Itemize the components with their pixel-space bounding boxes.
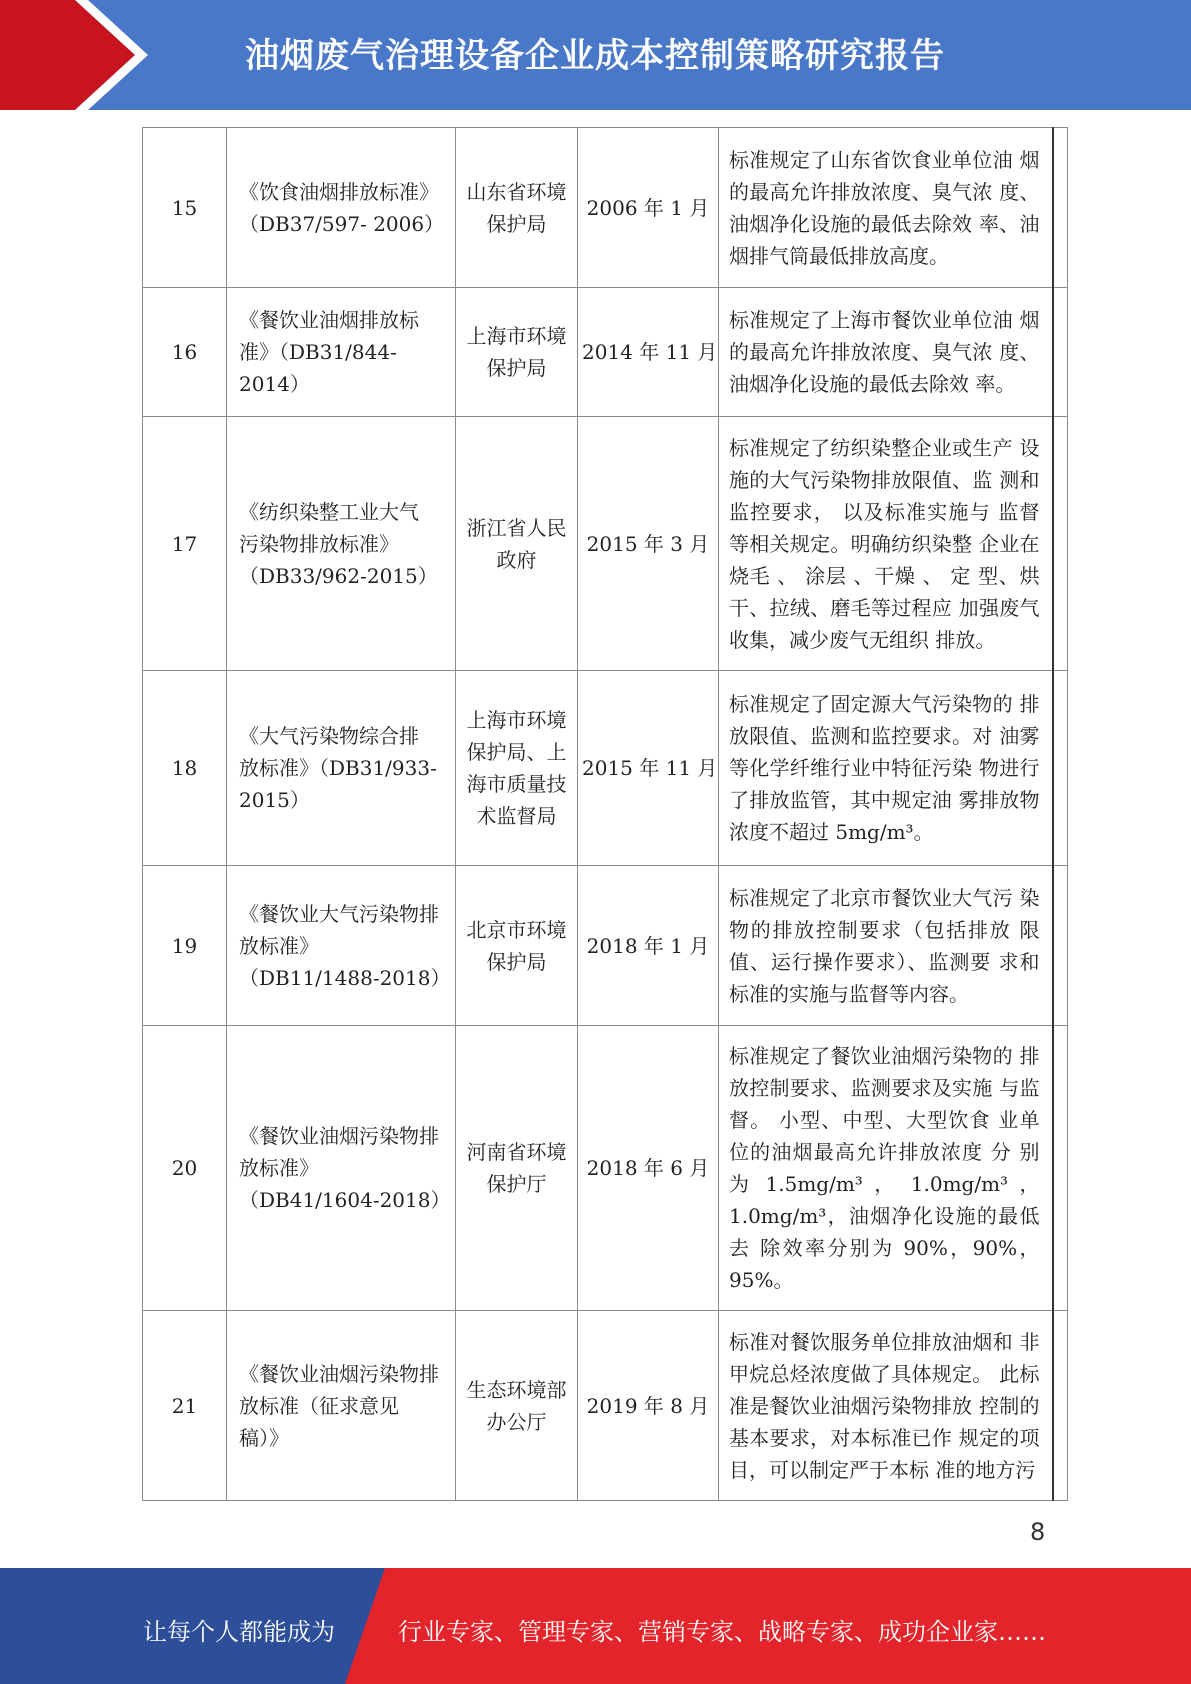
issue-date: 2014 年 11 月 [578, 288, 719, 417]
issue-date: 2018 年 1 月 [578, 866, 719, 1026]
table-row [143, 671, 1068, 866]
issuing-authority: 生态环境部办公厅 [456, 1311, 578, 1501]
standard-name: 《饮食油烟排放标准》（DB37/597- 2006） [227, 128, 456, 288]
table-row [143, 128, 1068, 288]
page-number: 8 [1030, 1518, 1046, 1546]
issuing-authority: 山东省环境保护局 [456, 128, 578, 288]
issuing-authority: 浙江省人民政府 [456, 417, 578, 671]
issuing-authority: 上海市环境保护局、上海市质量技术监督局 [456, 671, 578, 866]
table-edge-cell [1053, 671, 1068, 866]
row-number: 20 [143, 1026, 227, 1311]
table-edge-cell [1053, 288, 1068, 417]
standards-table [142, 127, 1068, 1501]
standard-description: 标准规定了上海市餐饮业单位油 烟的最高允许排放浓度、臭气浓 度、油烟净化设施的最低去除效 率。 [719, 288, 1053, 417]
page-title: 油烟废气治理设备企业成本控制策略研究报告 [245, 36, 945, 76]
issuing-authority: 河南省环境保护厅 [456, 1026, 578, 1311]
standard-description: 标准规定了餐饮业油烟污染物的 排放控制要求、监测要求及实施 与监督。 小型、中型、大型饮食 业单位的油烟最高允许排放浓度 分 别 为 1.5mg/m³ ， 1.0mg/m³ ， 1.0mg/m³，油烟净化设施的最低去 除效率分别为 90%，90%，95%。 [719, 1026, 1053, 1311]
issue-date: 2015 年 11 月 [578, 671, 719, 866]
table-edge-cell [1053, 417, 1068, 671]
row-number: 16 [143, 288, 227, 417]
table-row [143, 866, 1068, 1026]
table-row [143, 417, 1068, 671]
table-edge-cell [1053, 866, 1068, 1026]
table-edge-cell [1053, 1311, 1068, 1501]
issue-date: 2019 年 8 月 [578, 1311, 719, 1501]
table-edge-cell [1053, 1026, 1068, 1311]
table-row [143, 288, 1068, 417]
footer-slogan-right: 行业专家、管理专家、营销专家、战略专家、成功企业家…… [398, 1618, 1046, 1646]
standards-table-container [142, 127, 1067, 1501]
issuing-authority: 上海市环境保护局 [456, 288, 578, 417]
standard-name: 《餐饮业油烟排放标准》（DB31/844- 2014） [227, 288, 456, 417]
issue-date: 2018 年 6 月 [578, 1026, 719, 1311]
row-number: 19 [143, 866, 227, 1026]
footer-slogan-left: 让每个人都能成为 [143, 1618, 335, 1646]
standard-description: 标准规定了北京市餐饮业大气污 染物的排放控制要求（包括排放 限值、运行操作要求）、监测要 求和标准的实施与监督等内容。 [719, 866, 1053, 1026]
issue-date: 2006 年 1 月 [578, 128, 719, 288]
standard-description: 标准规定了纺织染整企业或生产 设施的大气污染物排放限值、监 测和监控要求， 以及标准实施与 监督等相关规定。明确纺织染整 企业在烧毛 、 涂层 、干燥 、 定 型、烘干、拉绒、磨毛等过程应 加强废气收集，减少废气无组织 排放。 [719, 417, 1053, 671]
standard-name: 《纺织染整工业大气 污染物排放标准》（DB33/962-2015） [227, 417, 456, 671]
page-header [0, 0, 1191, 110]
row-number: 17 [143, 417, 227, 671]
standard-description: 标准规定了山东省饮食业单位油 烟的最高允许排放浓度、臭气浓 度、油烟净化设施的最低去除效 率、油烟排气筒最低排放高度。 [719, 128, 1053, 288]
standard-description: 标准规定了固定源大气污染物的 排放限值、监测和监控要求。对 油雾等化学纤维行业中特征污染 物进行了排放监管，其中规定油 雾排放物浓度不超过 5mg/m³。 [719, 671, 1053, 866]
standard-name: 《餐饮业大气污染物排放标准》（DB11/1488-2018） [227, 866, 456, 1026]
page-footer [0, 1568, 1191, 1684]
standard-name: 《餐饮业油烟污染物排放标准》（DB41/1604-2018） [227, 1026, 456, 1311]
standard-description: 标准对餐饮服务单位排放油烟和 非甲烷总烃浓度做了具体规定。 此标准是餐饮业油烟污染物排放 控制的基本要求，对本标准已作 规定的项目，可以制定严于本标 准的地方污 [719, 1311, 1053, 1501]
table-row [143, 1026, 1068, 1311]
table-edge-cell [1053, 128, 1068, 288]
standard-name: 《餐饮业油烟污染物排放标准（征求意见 稿）》 [227, 1311, 456, 1501]
standard-name: 《大气污染物综合排 放标准》（DB31/933- 2015） [227, 671, 456, 866]
row-number: 18 [143, 671, 227, 866]
row-number: 15 [143, 128, 227, 288]
issuing-authority: 北京市环境保护局 [456, 866, 578, 1026]
issue-date: 2015 年 3 月 [578, 417, 719, 671]
row-number: 21 [143, 1311, 227, 1501]
header-arrow-decoration [0, 0, 150, 110]
table-row [143, 1311, 1068, 1501]
